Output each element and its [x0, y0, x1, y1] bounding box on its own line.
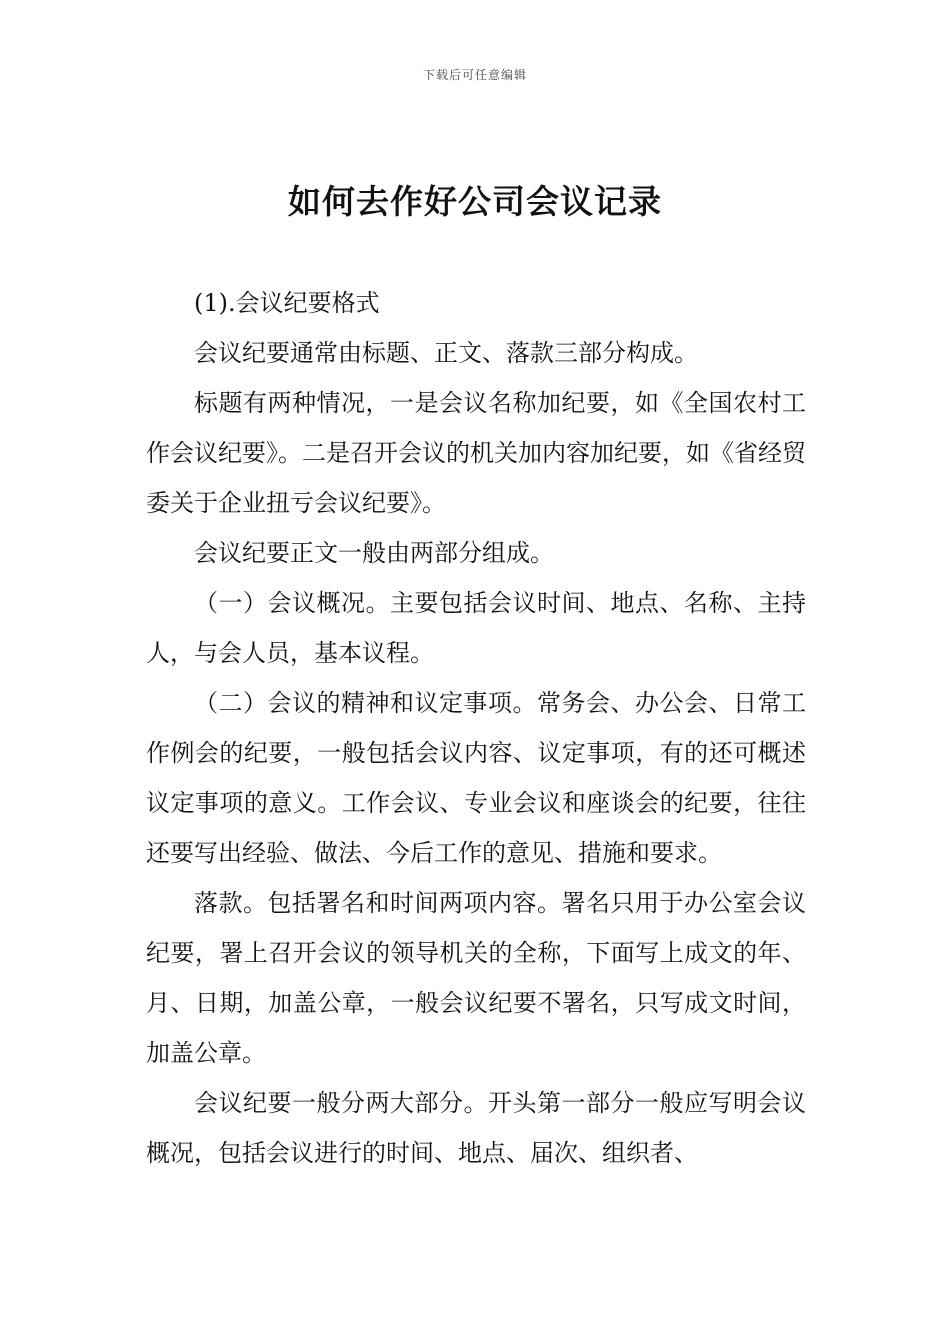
header-note: 下载后可任意编辑 — [422, 68, 527, 82]
document-body — [146, 278, 806, 1178]
paragraph-two-parts: 会议纪要一般分两大部分。开头第一部分一般应写明会议概况，包括会议进行的时间、地点、届次、组织者、 — [146, 1089, 806, 1167]
paragraph-section-heading: (1).会议纪要格式 — [194, 289, 380, 317]
document-title: 如何去作好公司会议记录 — [288, 182, 662, 221]
paragraph-title-types: 标题有两种情况，一是会议名称加纪要，如《全国农村工作会议纪要》。二是召开会议的机关加内容加纪要，如《省经贸委关于企业扭亏会议纪要》。 — [146, 389, 806, 517]
paragraph-body-parts: 会议纪要正文一般由两部分组成。 — [194, 539, 554, 567]
paragraph-structure: 会议纪要通常由标题、正文、落款三部分构成。 — [194, 339, 698, 367]
paragraph-spirit-items: （二）会议的精神和议定事项。常务会、办公会、日常工作例会的纪要，一般包括会议内容、议定事项，有的还可概述议定事项的意义。工作会议、专业会议和座谈会的纪要，往往还要写出经验、做法、今后工作的意见、措施和要求。 — [146, 689, 806, 867]
paragraph-overview: （一）会议概况。主要包括会议时间、地点、名称、主持人，与会人员，基本议程。 — [146, 589, 806, 667]
paragraph-signature: 落款。包括署名和时间两项内容。署名只用于办公室会议纪要，署上召开会议的领导机关的全称，下面写上成文的年、月、日期，加盖公章，一般会议纪要不署名，只写成文时间，加盖公章。 — [146, 889, 806, 1067]
